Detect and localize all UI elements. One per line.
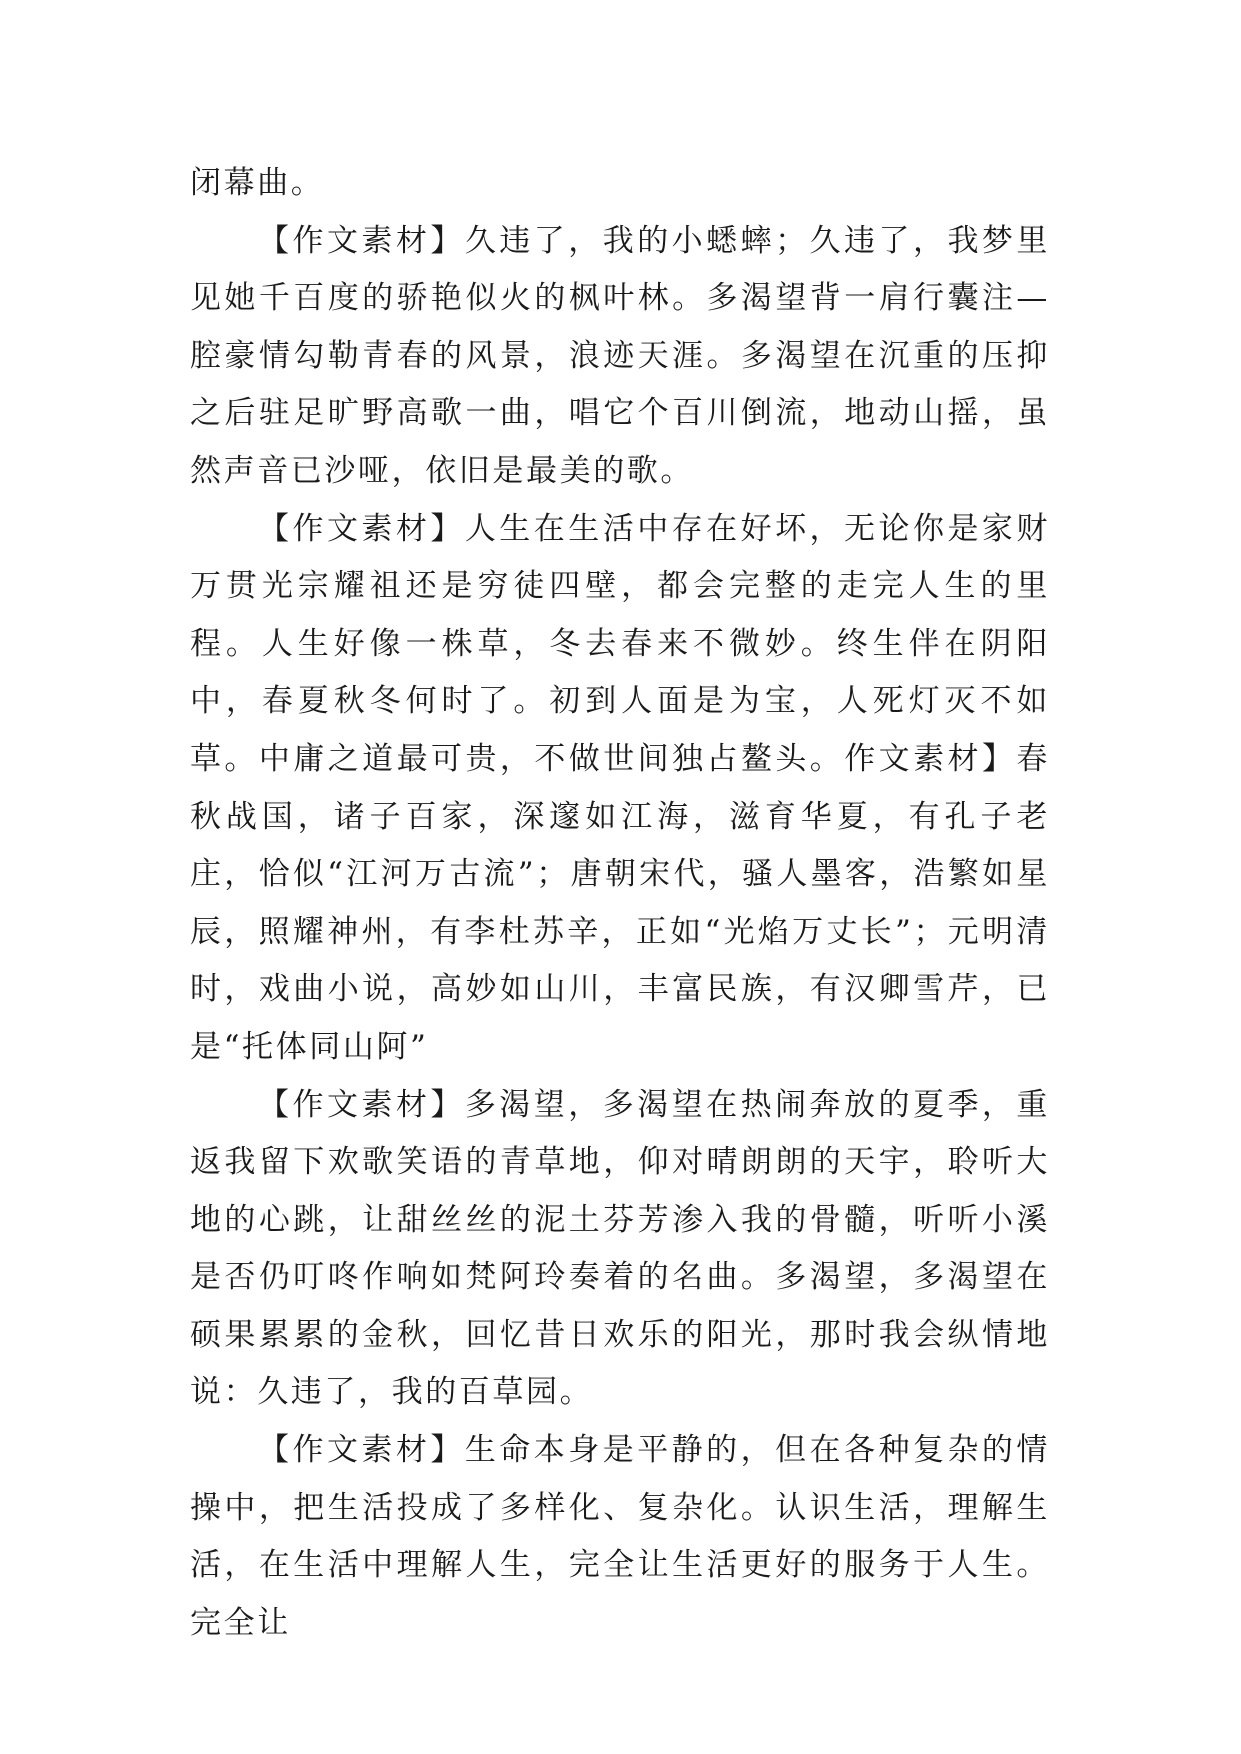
document-body [190,155,1050,1652]
paragraph-4: 【作文素材】多渴望，多渴望在热闹奔放的夏季，重返我留下欢歌笑语的青草地，仰对晴朗朗的天宇，聆听大地的心跳，让甜丝丝的泥土芬芳渗入我的骨髓，听听小溪是否仍叮咚作响如梵阿玲奏着的名曲。多渴望，多渴望在硕果累累的金秋，回忆昔日欢乐的阳光，那时我会纵情地说：久违了，我的百草园。 [190,1086,1050,1411]
paragraph-2: 【作文素材】久违了，我的小蟋蟀；久违了，我梦里见她千百度的骄艳似火的枫叶林。多渴望背一肩行囊注—腔豪情勾勒青春的风景，浪迹天涯。多渴望在沉重的压抑之后驻足旷野高歌一曲，唱它个百川倒流，地动山摇，虽然声音已沙哑，依旧是最美的歌。 [190,222,1050,489]
paragraph-3: 【作文素材】人生在生活中存在好坏，无论你是家财万贯光宗耀祖还是穷徒四壁，都会完整的走完人生的里程。人生好像一株草，冬去春来不微妙。终生伴在阴阳中，春夏秋冬何时了。初到人面是为宝，人死灯灭不如草。中庸之道最可贵，不做世间独占鳌头。作文素材】春秋战国，诸子百家，深邃如江海，滋育华夏，有孔子老庄，恰似“江河万古流”；唐朝宋代，骚人墨客，浩繁如星辰，照耀神州，有李杜苏辛，正如“光焰万丈长”；元明清时，戏曲小说，高妙如山川，丰富民族，有汉卿雪芹，已是“托体同山阿” [190,510,1050,1065]
paragraph-5: 【作文素材】生命本身是平静的，但在各种复杂的情操中，把生活投成了多样化、复杂化。认识生活，理解生活，在生活中理解人生，完全让生活更好的服务于人生。完全让 [190,1432,1050,1641]
paragraph-1: 闭幕曲。 [190,165,325,201]
